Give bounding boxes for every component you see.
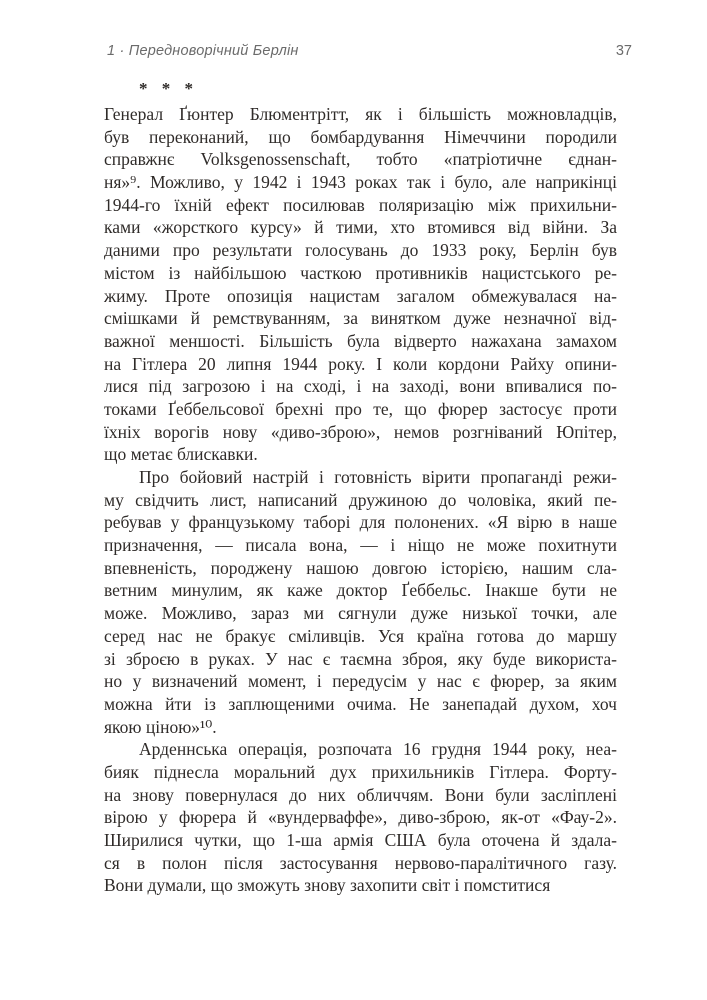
text-line: Арденнська операція, розпочата 16 грудня 1944 року, неа- — [139, 739, 617, 760]
text-line: му свідчить лист, написаний дружиною до чоловіка, який пе- — [104, 489, 617, 510]
text-line: їхніх ворогів нову «диво-зброю», немов розгніваний Юпітер, — [104, 421, 617, 442]
text-line: важної меншості. Більшість була відверто нажахана замахом — [104, 330, 617, 351]
paragraph — [104, 466, 617, 738]
text-line: токами Ґеббельсової брехні про те, що фюрер застосує проти — [104, 398, 617, 419]
text-line: 1944-го їхній ефект посилював поляризацію між прихильни- — [104, 194, 617, 215]
text-line: ками «жорсткого курсу» й тими, хто втомився від війни. За — [104, 217, 617, 238]
text-line: жиму. Проте опозиція нацистам загалом обмежувалася на- — [104, 285, 617, 306]
text-line: що метає блискавки. — [104, 444, 258, 465]
text-line: вірою у фюрера й «вундерваффе», диво-зброю, як-от «Фау-2». — [104, 807, 617, 828]
text-line: Вони думали, що зможуть знову захопити світ і помститися — [104, 875, 551, 896]
paragraph — [104, 103, 617, 466]
text-line: даними про результати голосувань до 1933 року, Берлін був — [104, 240, 617, 261]
text-line: лися під загрозою і на сході, і на заході, вони впивалися по- — [104, 376, 617, 397]
text-line: на Гітлера 20 липня 1944 року. І коли кордони Райху опини- — [104, 353, 617, 374]
text-line: на знову повернулася до них обличчям. Вони були засліплені — [104, 784, 617, 805]
text-line: містом із найбільшою часткою противників нацистського ре- — [104, 262, 617, 283]
text-line: серед нас не бракує сміливців. Уся країна готова до маршу — [104, 625, 617, 646]
text-line: якою ціною»¹⁰. — [104, 716, 217, 737]
text-line: ня»⁹. Можливо, у 1942 і 1943 роках так і було, але наприкінці — [104, 172, 617, 193]
page-number: 37 — [615, 43, 632, 59]
running-header — [107, 43, 632, 59]
text-line: ветним минулим, як каже доктор Ґеббельс. Інакше бути не — [104, 580, 617, 601]
text-line: Генерал Ґюнтер Блюментрітт, як і більшість можновладців, — [104, 104, 617, 124]
section-break-asterisks: * * * — [139, 79, 198, 98]
text-line: бияк піднесла моральний дух прихильників Гітлера. Форту- — [104, 761, 617, 782]
text-line: Ширилися чутки, що 1-ша армія США була оточена й здала- — [104, 830, 617, 850]
text-line: зі зброєю в руках. У нас є таємна зброя, яку буде використа- — [104, 648, 617, 669]
text-line: ся в полон після застосування нервово-паралітичного газу. — [104, 852, 617, 873]
text-line: но у визначений момент, і передусім у нас є фюрер, за яким — [104, 671, 617, 692]
text-line: може. Можливо, зараз ми сягнули дуже низької точки, але — [104, 603, 617, 624]
text-line: справжнє Volksgenossenschaft, тобто «патріотичне єднан- — [104, 149, 617, 170]
text-line: ребував у французькому таборі для полонених. «Я вірю в наше — [104, 512, 617, 533]
text-line: можна йти із заплющеними очима. Не занепадай духом, хоч — [104, 693, 617, 714]
text-line: Про бойовий настрій і готовність вірити пропаганді режи- — [139, 467, 617, 487]
body-text — [104, 103, 617, 897]
text-line: смішками й ремствуванням, за винятком дуже незначної від- — [104, 308, 617, 329]
text-line: впевненість, породжену нашою довгою історією, нашим сла- — [104, 557, 617, 578]
paragraph — [104, 738, 617, 897]
chapter-title: 1 · Передноворічний Берлін — [107, 43, 299, 59]
text-line: був переконаний, що бомбардування Німеччини породили — [104, 126, 617, 147]
text-line: призначення, — писала вона, — і ніщо не може похитнути — [104, 535, 617, 556]
